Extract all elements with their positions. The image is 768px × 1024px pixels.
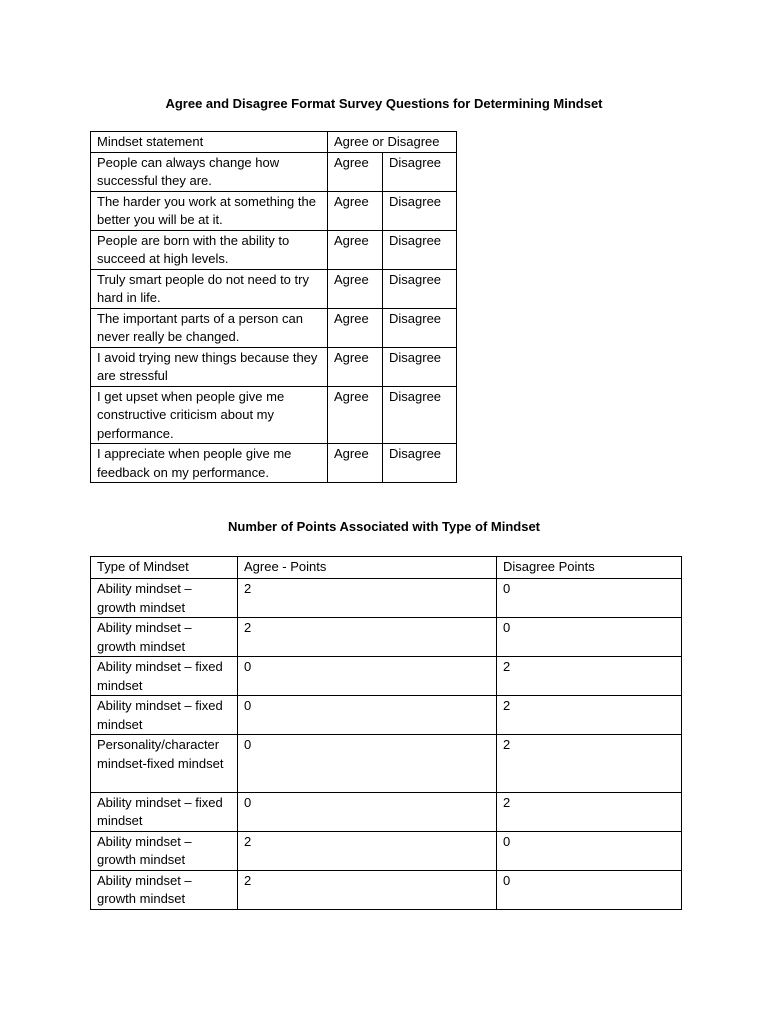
table-row (91, 386, 457, 444)
table-row (91, 308, 457, 347)
disagree-option[interactable]: Disagree (383, 152, 457, 191)
statement-cell: People are born with the ability to succeed at high levels. (91, 230, 328, 269)
survey-table (90, 131, 457, 483)
disagree-points-cell: 2 (497, 696, 682, 735)
table-row (91, 347, 457, 386)
statement-cell: I get upset when people give me constructive criticism about my performance. (91, 386, 328, 444)
statement-cell: I appreciate when people give me feedback on my performance. (91, 444, 328, 483)
disagree-option[interactable]: Disagree (383, 347, 457, 386)
header-disagree-points: Disagree Points (497, 557, 682, 579)
agree-option[interactable]: Agree (328, 269, 383, 308)
disagree-points-cell: 0 (497, 831, 682, 870)
points-header-row (91, 557, 682, 579)
mindset-type-cell: Ability mindset – fixed mindset (91, 792, 238, 831)
statement-cell: People can always change how successful they are. (91, 152, 328, 191)
table-row (91, 831, 682, 870)
agree-option[interactable]: Agree (328, 152, 383, 191)
header-mindset-statement: Mindset statement (91, 132, 328, 153)
table-row (91, 696, 682, 735)
mindset-type-cell: Ability mindset – growth mindset (91, 618, 238, 657)
agree-option[interactable]: Agree (328, 191, 383, 230)
survey-title: Agree and Disagree Format Survey Questions for Determining Mindset (165, 96, 603, 111)
header-agree-points: Agree - Points (238, 557, 497, 579)
table-row (91, 657, 682, 696)
table-row (91, 230, 457, 269)
table-row (91, 735, 682, 793)
disagree-points-cell: 0 (497, 618, 682, 657)
points-title: Number of Points Associated with Type of Mindset (227, 519, 541, 534)
agree-option[interactable]: Agree (328, 386, 383, 444)
disagree-points-cell: 0 (497, 870, 682, 909)
table-row (91, 618, 682, 657)
mindset-type-cell: Ability mindset – fixed mindset (91, 657, 238, 696)
table-row (91, 792, 682, 831)
table-row (91, 870, 682, 909)
mindset-type-cell: Ability mindset – growth mindset (91, 870, 238, 909)
disagree-points-cell: 0 (497, 579, 682, 618)
table-row (91, 444, 457, 483)
survey-header-row (91, 132, 457, 153)
mindset-type-cell: Personality/character mindset-fixed mindset (91, 735, 238, 793)
agree-option[interactable]: Agree (328, 230, 383, 269)
agree-points-cell: 2 (238, 579, 497, 618)
agree-option[interactable]: Agree (328, 347, 383, 386)
disagree-option[interactable]: Disagree (383, 269, 457, 308)
disagree-option[interactable]: Disagree (383, 308, 457, 347)
mindset-type-cell: Ability mindset – growth mindset (91, 831, 238, 870)
statement-cell: I avoid trying new things because they are stressful (91, 347, 328, 386)
disagree-option[interactable]: Disagree (383, 386, 457, 444)
agree-points-cell: 2 (238, 831, 497, 870)
disagree-option[interactable]: Disagree (383, 444, 457, 483)
agree-option[interactable]: Agree (328, 444, 383, 483)
points-table (90, 556, 682, 910)
table-row (91, 579, 682, 618)
agree-points-cell: 0 (238, 696, 497, 735)
agree-points-cell: 2 (238, 870, 497, 909)
disagree-points-cell: 2 (497, 735, 682, 793)
mindset-type-cell: Ability mindset – growth mindset (91, 579, 238, 618)
table-row (91, 191, 457, 230)
agree-points-cell: 0 (238, 657, 497, 696)
agree-points-cell: 2 (238, 618, 497, 657)
disagree-option[interactable]: Disagree (383, 191, 457, 230)
table-row (91, 269, 457, 308)
header-type-of-mindset: Type of Mindset (91, 557, 238, 579)
disagree-points-cell: 2 (497, 792, 682, 831)
agree-points-cell: 0 (238, 735, 497, 793)
statement-cell: The important parts of a person can never really be changed. (91, 308, 328, 347)
agree-option[interactable]: Agree (328, 308, 383, 347)
table-row (91, 152, 457, 191)
mindset-type-cell: Ability mindset – fixed mindset (91, 696, 238, 735)
disagree-points-cell: 2 (497, 657, 682, 696)
agree-points-cell: 0 (238, 792, 497, 831)
statement-cell: Truly smart people do not need to try hard in life. (91, 269, 328, 308)
header-agree-or-disagree: Agree or Disagree (328, 132, 457, 153)
statement-cell: The harder you work at something the better you will be at it. (91, 191, 328, 230)
disagree-option[interactable]: Disagree (383, 230, 457, 269)
